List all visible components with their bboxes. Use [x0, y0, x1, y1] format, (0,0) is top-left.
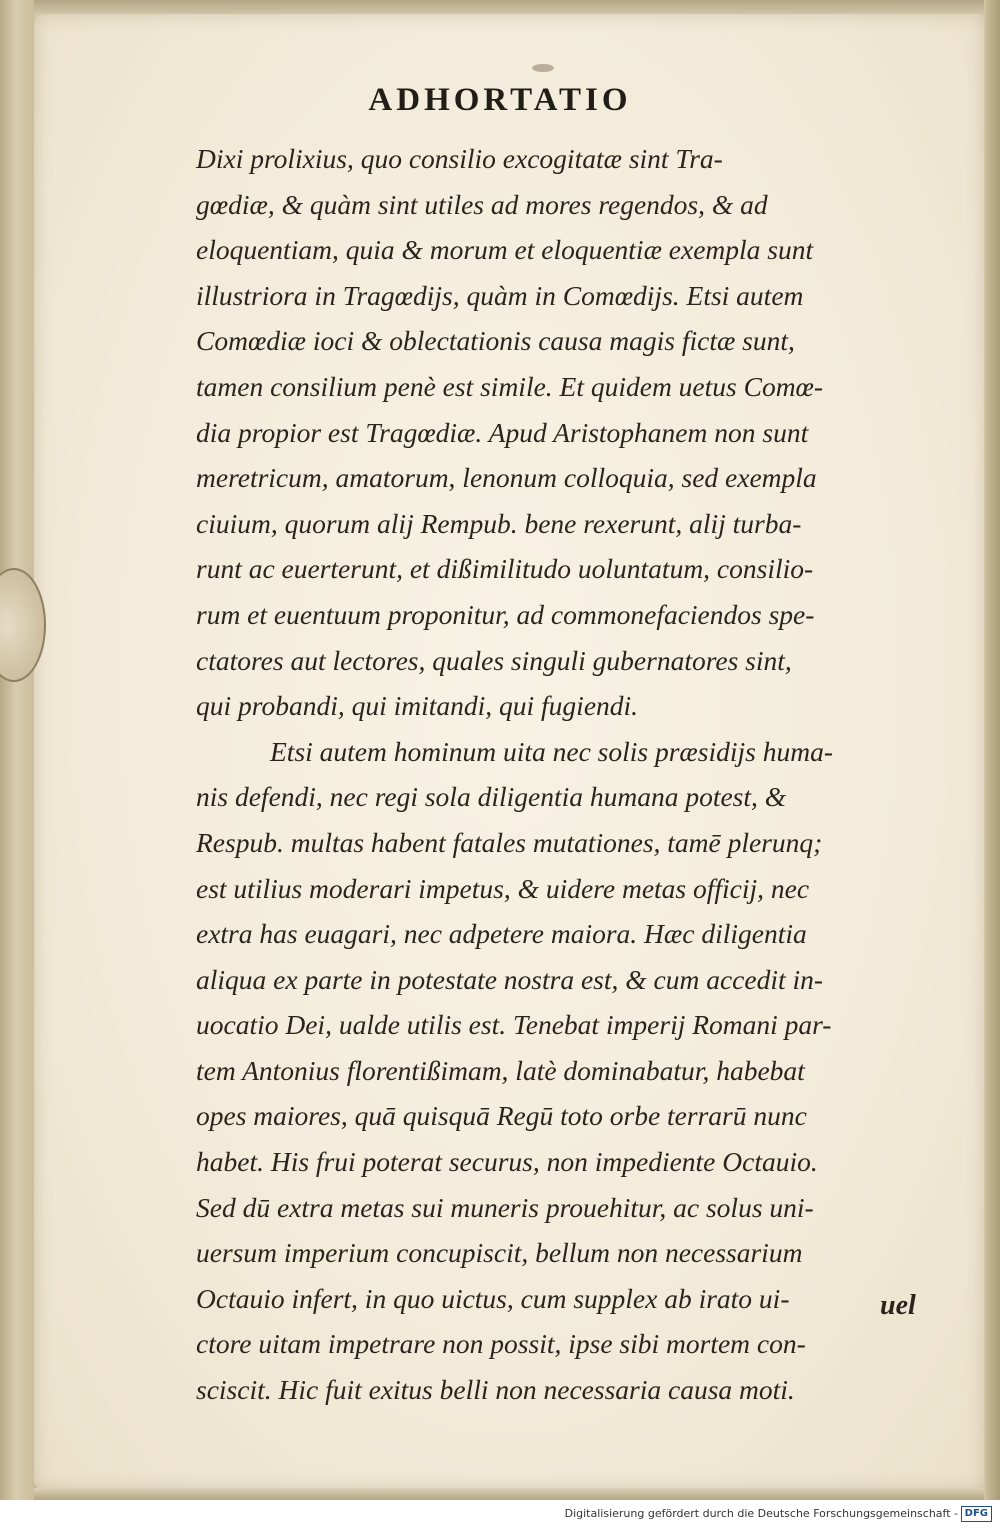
text-line: qui probandi, qui imitandi, qui fugiendi.	[196, 690, 639, 722]
text-line: gœdiæ, & quàm sint utiles ad mores regendos, & ad	[196, 188, 768, 220]
text-line: runt ac euerterunt, et dißimilitudo uoluntatum, consilio-	[196, 553, 814, 585]
book-binding-right	[986, 0, 1000, 1500]
text-line: extra has euagari, nec adpetere maiora. Hæc diligentia	[196, 918, 807, 950]
text-line: illustriora in Tragœdijs, quàm in Comœdijs. Etsi autem	[196, 279, 804, 311]
text-line: ciuium, quorum alij Rempub. bene rexerunt, alij turba-	[196, 507, 802, 539]
text-line: Etsi autem hominum uita nec solis præsidijs huma-	[270, 735, 833, 767]
text-line: dia propior est Tragœdiæ. Apud Aristophanem non sunt	[196, 416, 809, 448]
dfg-logo: DFG	[961, 1506, 992, 1522]
text-line: Respub. multas habent fatales mutationes, tamē plerunq;	[196, 826, 823, 858]
footer-credit: Digitalisierung gefördert durch die Deutsche Forschungsgemeinschaft -	[564, 1507, 958, 1520]
text-line: est utilius moderari impetus, & uidere metas officij, nec	[196, 872, 810, 904]
text-line: uocatio Dei, ualde utilis est. Tenebat imperij Romani par-	[196, 1009, 832, 1041]
text-line: ctatores aut lectores, quales singuli gubernatores sint,	[196, 644, 792, 676]
text-line: tem Antonius florentißimam, latè dominabatur, habebat	[196, 1054, 805, 1086]
ornament-mark	[532, 64, 554, 72]
text-line: rum et euentuum proponitur, ad commonefaciendos spe-	[196, 598, 815, 630]
text-line: aliqua ex parte in potestate nostra est, & cum accedit in-	[196, 963, 824, 995]
text-line: Sed dū extra metas sui muneris prouehitur, ac solus uni-	[196, 1191, 814, 1223]
footer-bar	[0, 1500, 1000, 1528]
text-line: tamen consilium penè est simile. Et quidem uetus Comœ-	[196, 370, 824, 402]
text-line: nis defendi, nec regi sola diligentia humana potest, &	[196, 781, 787, 813]
page-edge-bottom	[34, 1488, 984, 1500]
text-line: habet. His frui poterat securus, non impediente Octauio.	[196, 1146, 818, 1178]
body-text	[196, 136, 936, 1413]
text-line: meretricum, amatorum, lenonum colloquia, sed exempla	[196, 462, 817, 494]
text-line: Comœdiæ ioci & oblectationis causa magis fictæ sunt,	[196, 325, 795, 357]
text-line: Octauio infert, in quo uictus, cum supplex ab irato ui-	[196, 1282, 790, 1314]
text-line: sciscit. Hic fuit exitus belli non necessaria causa moti.	[196, 1374, 795, 1406]
text-line: uersum imperium concupiscit, bellum non necessarium	[196, 1237, 803, 1269]
text-line: eloquentiam, quia & morum et eloquentiæ exempla sunt	[196, 234, 814, 266]
text-line: Dixi prolixius, quo consilio excogitatæ sint Tra-	[196, 143, 723, 174]
text-line: opes maiores, quā quisquā Regū toto orbe terrarū nunc	[196, 1100, 807, 1132]
text-line: ctore uitam impetrare non possit, ipse sibi mortem con-	[196, 1328, 806, 1360]
catchword: uel	[880, 1290, 916, 1321]
running-head: ADHORTATIO	[368, 82, 632, 118]
